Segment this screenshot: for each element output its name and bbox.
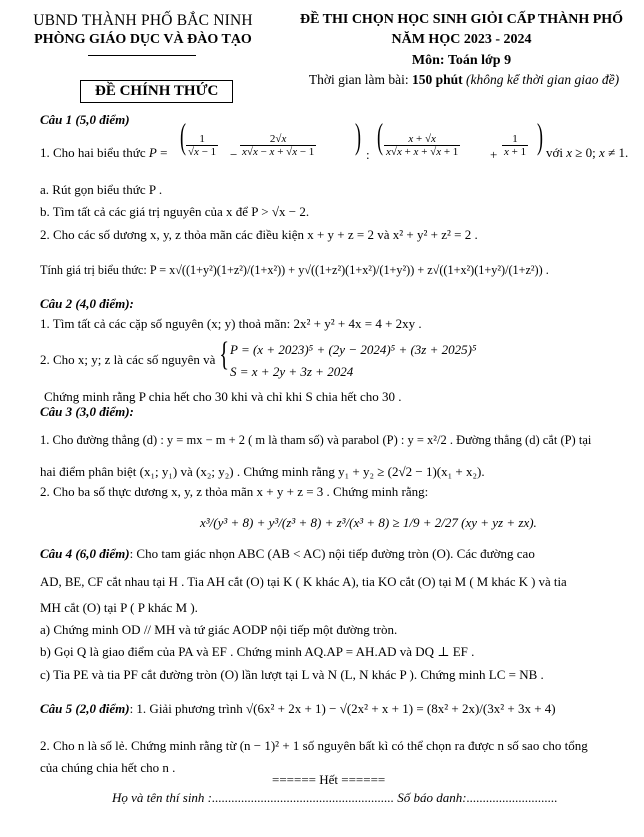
q4-a: a) Chứng minh OD // MH và tứ giác AODP nội tiếp một đường tròn. xyxy=(40,622,398,637)
q2-part3: Chứng minh rằng P chia hết cho 30 khi và chỉ khi S chia hết cho 30 . xyxy=(44,389,402,404)
exam-title-1: ĐỀ THI CHỌN HỌC SINH GIỎI CẤP THÀNH PHỐ xyxy=(299,12,624,27)
q1-title: Câu 1 (5,0 điểm) xyxy=(40,112,130,127)
q3-title: Câu 3 (3,0 điểm): xyxy=(40,404,134,419)
q1-part3: Tính giá trị biểu thức: P = x√((1+y²)(1+z²)/(1+x²)) + y√((1+z²)(1+x²)/(1+y²)) + z√((1+x²)(1+y²)/(1+z²)) . xyxy=(40,263,549,277)
official-badge: ĐỀ CHÍNH THỨC xyxy=(80,80,233,103)
q4-line2: AD, BE, CF cắt nhau tại H . Tia AH cắt (O) tại K ( K khác A), tia KO cắt (O) tại M ( M khác K ) và tia xyxy=(40,575,567,589)
exam-subject xyxy=(284,53,639,69)
q5-part2: 2. Cho n là số lẻ. Chứng minh rằng từ (n − 1)² + 1 số nguyên bất kì có thể chọn ra được n số sao cho tổng xyxy=(40,738,588,753)
q2-system-s: S = x + 2y + 3z + 2024 xyxy=(230,364,354,379)
q2-title: Câu 2 (4,0 điểm): xyxy=(40,296,134,311)
end-marker: ====== Hết ====== xyxy=(272,772,386,787)
q5-title: Câu 5 (2,0 điểm) xyxy=(40,701,130,716)
q4-line1 xyxy=(40,546,535,562)
q3-part1: 1. Cho đường thẳng (d) : y = mx − m + 2 ( m là tham số) và parabol (P) : y = x²/2 . Đường thẳng (d) cắt (P) tại xyxy=(40,433,592,447)
org-name-2: PHÒNG GIÁO DỤC VÀ ĐÀO TẠO xyxy=(34,32,252,47)
q5-eq: : 1. Giải phương trình √(6x² + 2x + 1) − √(2x² + x + 1) = (8x² + 2x)/(3x² + 3x + 4) xyxy=(129,701,556,716)
time-note: (không kể thời gian giao đề) xyxy=(462,72,620,87)
q4-intro: : Cho tam giác nhọn ABC (AB < AC) nội tiếp đường tròn (O). Các đường cao xyxy=(129,546,535,561)
q4-line3: MH cắt (O) tại P ( P khác M ). xyxy=(40,600,198,615)
q4-b: b) Gọi Q là giao điểm của PA và EF . Chứng minh AQ.AP = AH.AD và DQ ⊥ EF . xyxy=(40,644,475,659)
q5-part3: của chúng chia hết cho n . xyxy=(40,760,176,775)
q2-system-p: P = (x + 2023)⁵ + (2y − 2024)⁵ + (3z + 2025)⁵ xyxy=(230,342,477,357)
time-value: 150 phút xyxy=(412,72,463,87)
org-name-1: UBND THÀNH PHỐ BẮC NINH xyxy=(33,12,253,29)
q2-system-brace: { xyxy=(219,336,230,373)
q1-a: a. Rút gọn biểu thức P . xyxy=(40,182,163,197)
header-underline xyxy=(88,55,196,56)
q2-part2: 2. Cho x; y; z là các số nguyên và xyxy=(40,352,216,367)
candidate-info: Họ và tên thí sinh :........................................................ Số báo danh:............................ xyxy=(112,790,558,805)
exam-time xyxy=(284,72,644,88)
q1-p1-render: 1. Cho hai biểu thức P = ( $\frac{1}{√x - 1}$ − $\frac{2√x}{x√x - x + √x - 1}$ ) : ( $\frac{x + √x}{x√x + x + √x + 1}$ + $\frac{1}{x + 1}$ ) với x ≥ 0; x ≠ 1. xyxy=(40,116,629,162)
q3-inequality: x³/(y³ + 8) + y³/(z³ + 8) + z³/(x³ + 8) ≥ 1/9 + 2/27 (xy + yz + zx). xyxy=(200,515,537,530)
exam-title-2: NĂM HỌC 2023 - 2024 xyxy=(391,32,532,47)
q3-part3: 2. Cho ba số thực dương x, y, z thỏa mãn x + y + z = 3 . Chứng minh rằng: xyxy=(40,484,429,499)
q1-b: b. Tìm tất cả các giá trị nguyên của x để P > √x − 2. xyxy=(40,204,310,219)
time-prefix: Thời gian làm bài: xyxy=(308,72,413,87)
q4-c: c) Tia PE và tia PF cắt đường tròn (O) lần lượt tại L và N (L, N khác P ). Chứng minh LC = NB . xyxy=(40,667,544,682)
q2-part1: 1. Tìm tất cả các cặp số nguyên (x; y) thoả mãn: 2x² + y² + 4x = 4 + 2xy . xyxy=(40,316,422,331)
q4-title: Câu 4 (6,0 điểm) xyxy=(40,546,130,561)
q3-part2: hai điểm phân biệt (x₁; y₁) và (x₂; y₂) . Chứng minh rằng y₁ + y₂ ≥ (2√2 − 1)(x₁ + x₂). xyxy=(40,464,485,479)
q1-part2: 2. Cho các số dương x, y, z thỏa mãn các điều kiện x + y + z = 2 và x² + y² + z² = 2 . xyxy=(40,227,478,242)
q5-line1 xyxy=(40,701,556,717)
subject-text: Môn: Toán lớp 9 xyxy=(411,53,512,68)
